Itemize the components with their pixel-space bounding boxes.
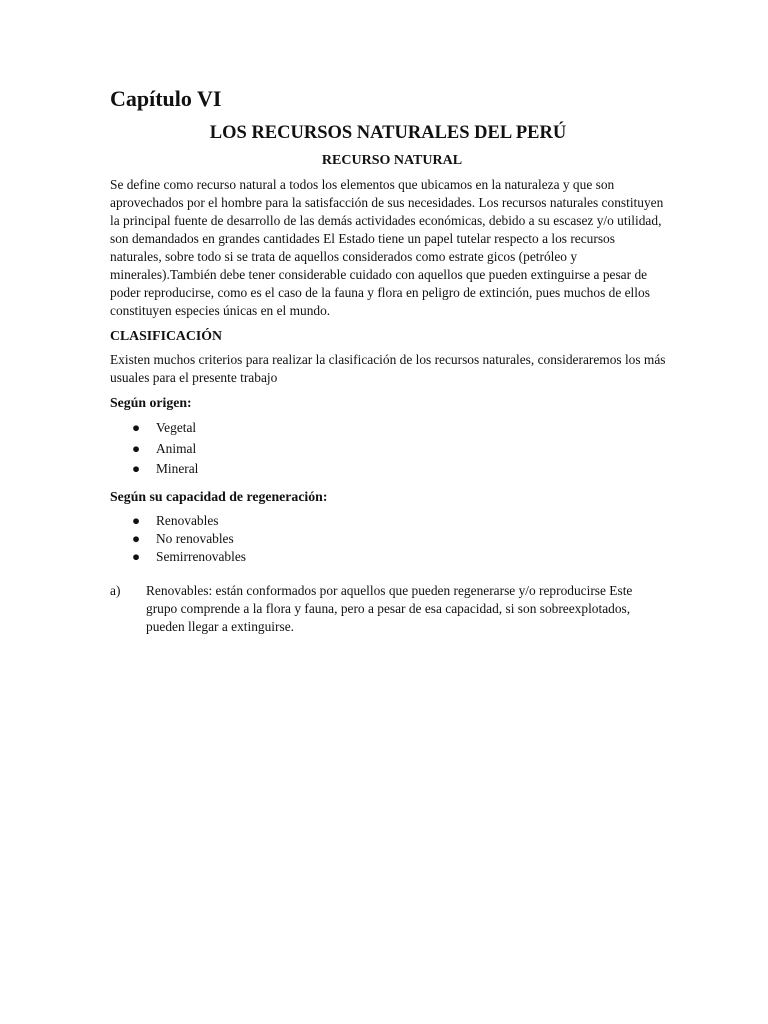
list-item-label: No renovables xyxy=(156,530,234,546)
bullet-icon: ● xyxy=(132,548,141,564)
list-item xyxy=(110,548,666,566)
document-body xyxy=(110,86,666,636)
classification-heading: CLASIFICACIÓN xyxy=(110,328,222,343)
regeneration-list xyxy=(110,512,666,566)
bullet-icon: ● xyxy=(132,420,141,435)
classification-paragraph: Existen muchos criterios para realizar la clasificación de los recursos naturales, consideraremos los más usuales para el presente trabajo xyxy=(110,352,666,385)
origin-heading: Según origen: xyxy=(110,395,192,410)
list-item-label: Mineral xyxy=(156,461,199,476)
list-item-label: Semirrenovables xyxy=(156,548,246,564)
bullet-icon: ● xyxy=(132,461,141,476)
bullet-icon: ● xyxy=(132,530,141,546)
list-item xyxy=(110,459,666,480)
list-item xyxy=(110,512,666,530)
intro-paragraph: Se define como recurso natural a todos los elementos que ubicamos en la naturaleza y que son aprovechados por el hombre para la satisfacción de sus necesidades. Los recursos naturales constituyen la principal fuente de desarrollo de las demás actividades económicas, debido a su escasez y/o utilidad, son demandados en grandes cantidades El Estado tiene un papel tutelar respecto a los recursos naturales, sobre todo si se trata de aquellos considerados como estrate gicos (petróleo y minerales).También debe tener considerable cuidado con aquellos que pueden extinguirse a pesar de poder reproducirse, como es el caso de la fauna y flora en peligro de extinción, pues muchos de ellos constituyen especies únicas en el mundo. xyxy=(110,177,664,318)
bullet-icon: ● xyxy=(132,440,141,456)
enum-marker: a) xyxy=(110,582,121,598)
list-item xyxy=(110,418,666,439)
section-subtitle: RECURSO NATURAL xyxy=(321,153,463,168)
enumerated-item xyxy=(110,582,666,636)
list-item xyxy=(110,439,666,460)
regeneration-heading: Según su capacidad de regeneración: xyxy=(110,488,328,504)
list-item-label: Vegetal xyxy=(156,420,197,435)
list-item xyxy=(110,530,666,548)
list-item-label: Renovables xyxy=(156,512,219,528)
enum-text: Renovables: están conformados por aquellos que pueden regenerarse y/o reproducirse Este grupo comprende a la flora y fauna, pero a pesar de esa capacidad, si son sobreexplotados, pueden llegar a extinguirse. xyxy=(146,582,633,634)
chapter-heading: Capítulo VI xyxy=(110,86,222,111)
origin-list xyxy=(110,418,666,480)
bullet-icon: ● xyxy=(132,512,141,528)
list-item-label: Animal xyxy=(156,440,197,456)
document-title: LOS RECURSOS NATURALES DEL PERÚ xyxy=(209,123,567,143)
